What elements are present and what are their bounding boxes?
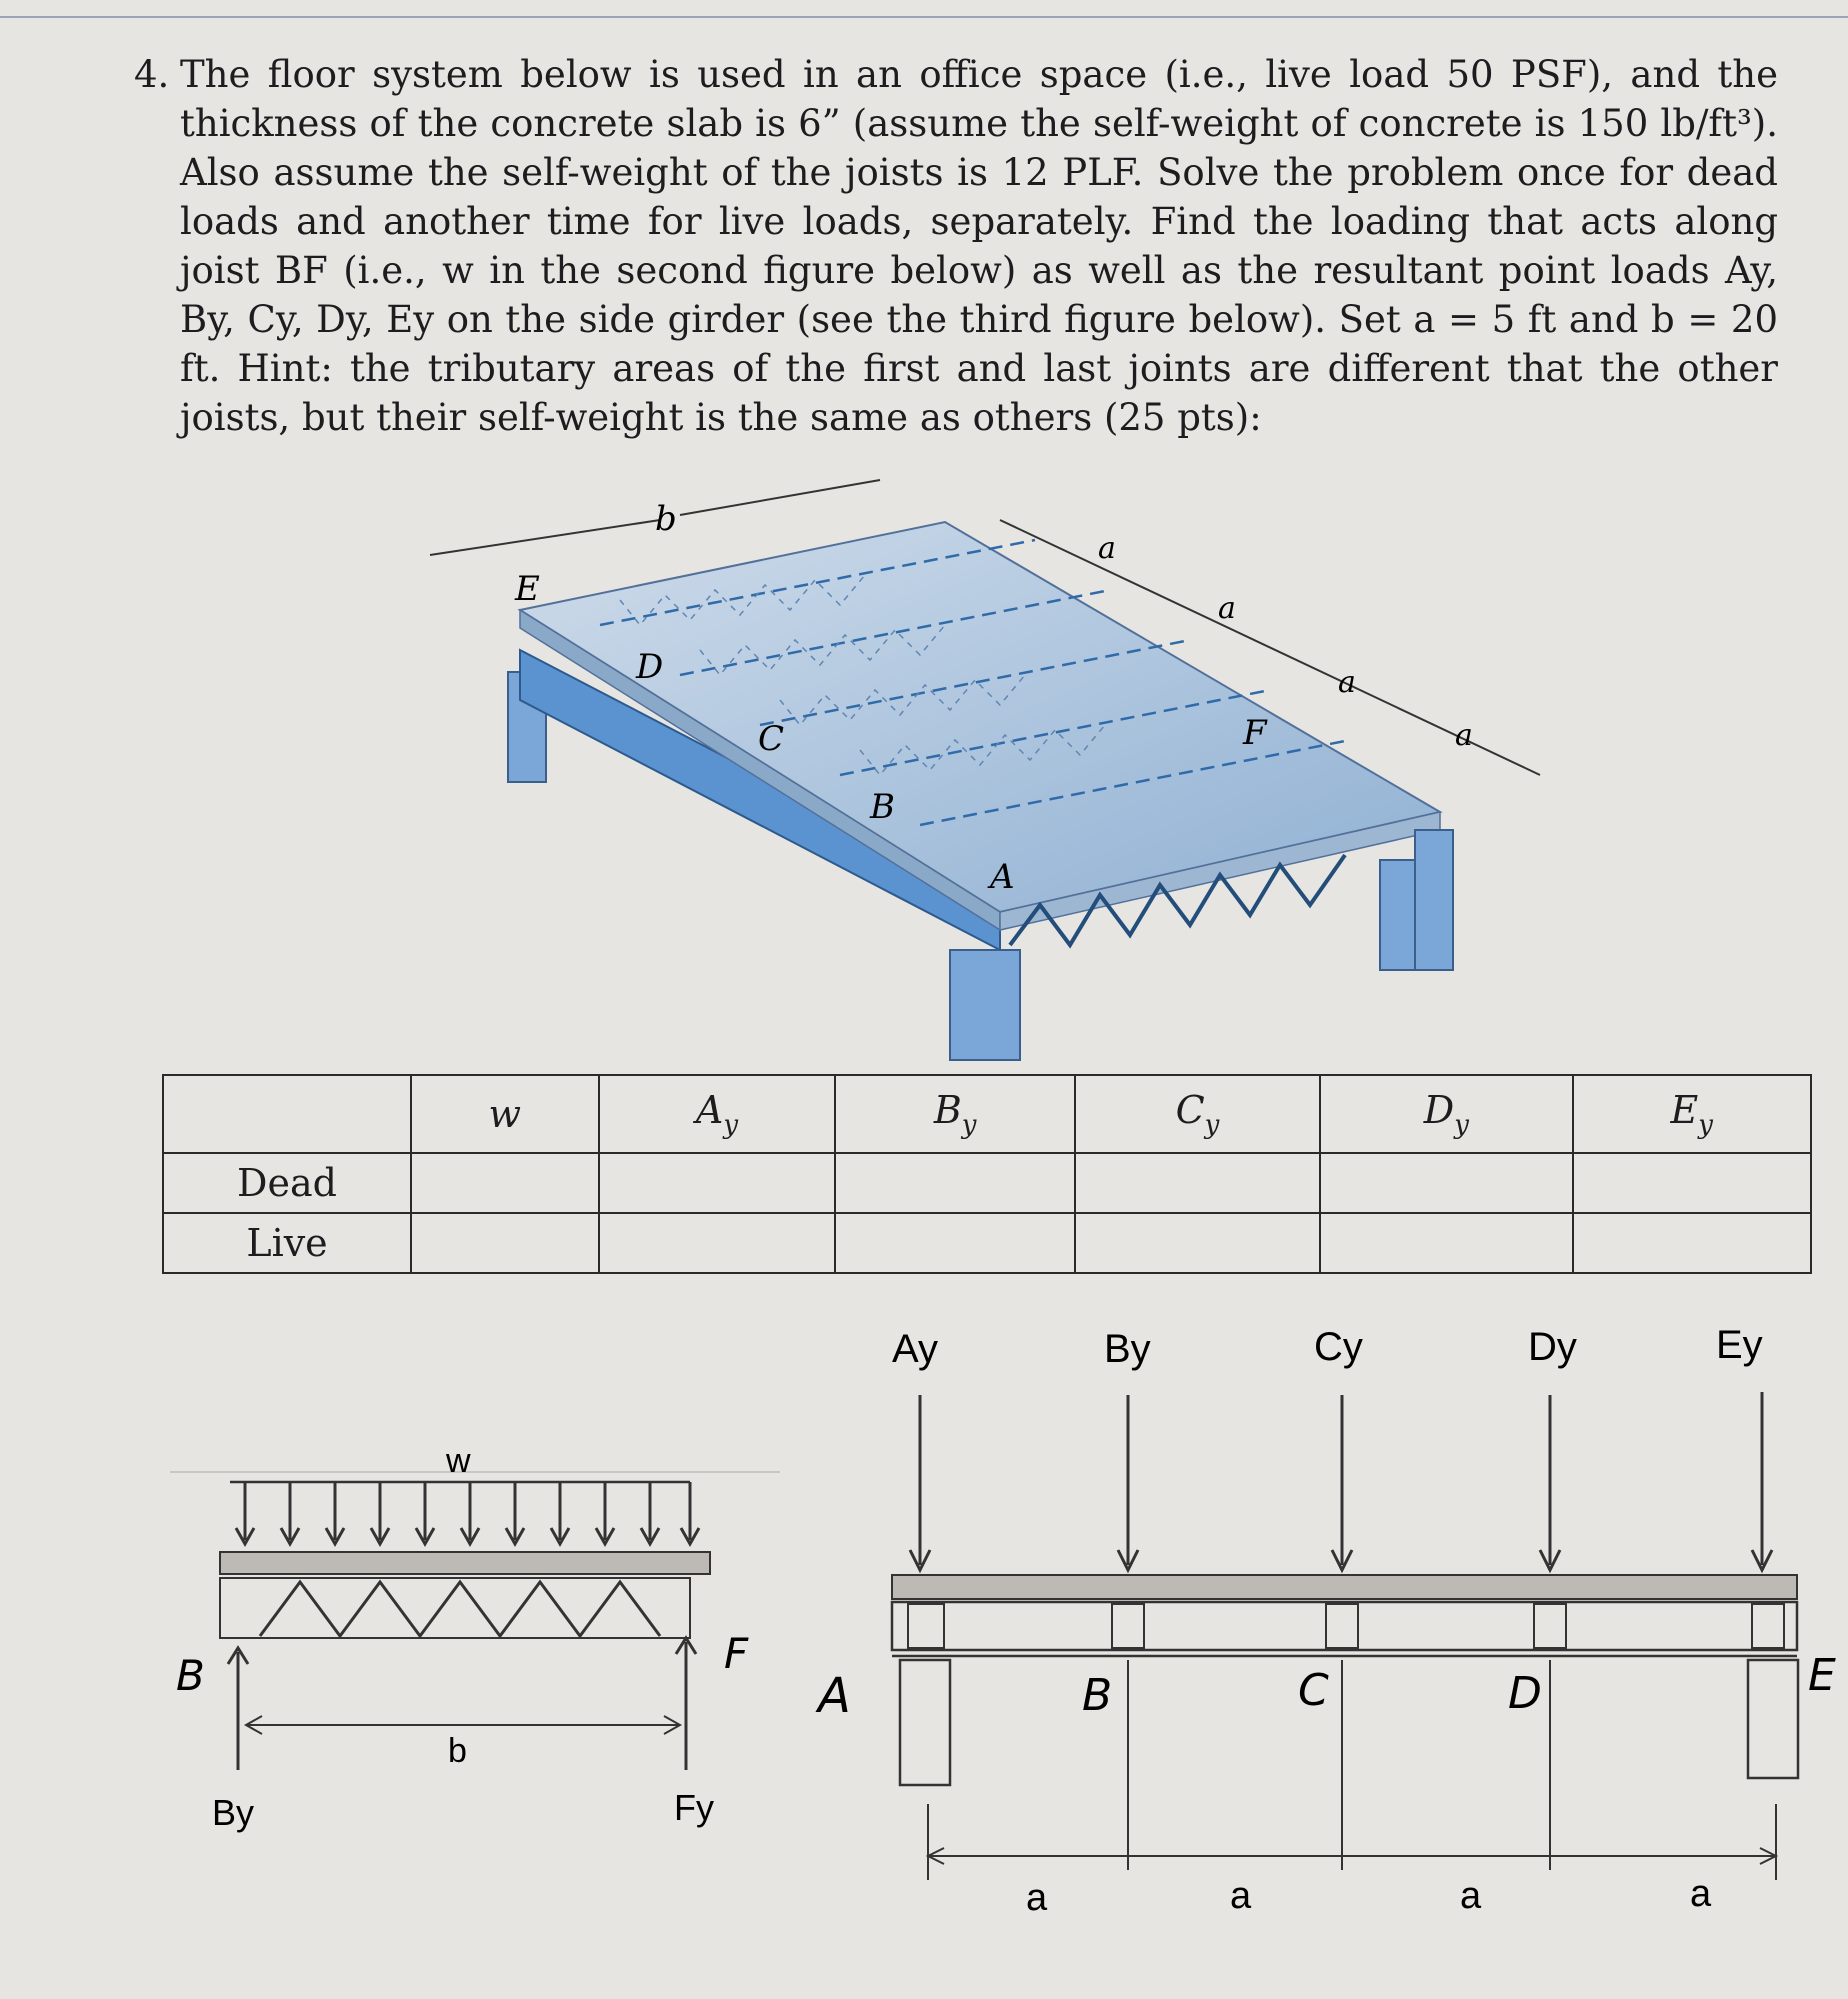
dim-b-label: b <box>655 499 677 539</box>
joint-e-label: E <box>515 569 540 609</box>
support-a-label: A <box>818 1668 851 1724</box>
support-b-label: B <box>1082 1670 1113 1721</box>
load-cy-label: Cy <box>1314 1325 1363 1369</box>
support-e-label: E <box>1808 1650 1836 1701</box>
load-ay-label: Ay <box>892 1327 938 1371</box>
dim-a-label-1: a <box>1098 531 1116 566</box>
joint-b-label: B <box>870 787 895 827</box>
load-w-label: w <box>446 1442 471 1480</box>
support-d-label: D <box>1508 1668 1542 1719</box>
load-ey-label: Ey <box>1716 1323 1763 1367</box>
problem-text: The floor system below is used in an office space (i.e., live load 50 PSF), and the thickness of the concrete slab is 6” (assume the self-weight of concrete is 150 lb/ft³). Also assume the self-weight of the joists is 12 PLF. Solve the problem once for dead loads and another time for live loads, separately. Find the loading that acts along joist BF (i.e., w in the second figure below) as well as the resultant point loads Ay, By, Cy, Dy, Ey on the side girder (see the third figure below). Set a = 5 ft and b = 20 ft. Hint: the tributary areas of the first and last joints are different that the other joists, but their self-weight is the same as others (25 pts): <box>180 53 1778 439</box>
girder-slab <box>892 1575 1797 1599</box>
header-by: $B_y$ <box>835 1075 1074 1153</box>
spacing-a-label-1: a <box>1026 1877 1048 1919</box>
girder-beam <box>892 1602 1797 1650</box>
dim-a-label-4: a <box>1455 718 1473 753</box>
dim-a-label-2: a <box>1218 591 1236 626</box>
load-dy-label: Dy <box>1528 1325 1577 1369</box>
joint-d-label: D <box>636 647 664 687</box>
column-a <box>900 1660 950 1785</box>
load-by-label: By <box>1104 1327 1151 1371</box>
header-ay: $A_y$ <box>599 1075 836 1153</box>
header-cy: $C_y$ <box>1075 1075 1320 1153</box>
reaction-fy-label: Fy <box>674 1787 714 1828</box>
support-c-label: C <box>1298 1665 1329 1716</box>
end-b-label: B <box>176 1651 205 1700</box>
spacing-a-label-4: a <box>1690 1873 1712 1915</box>
end-f-label: F <box>724 1629 749 1678</box>
joint-c-label: C <box>758 719 785 759</box>
row-label-live: Live <box>163 1213 411 1273</box>
dim-a-label-3: a <box>1338 665 1356 700</box>
spacing-a-label-2: a <box>1230 1875 1252 1917</box>
joint-f-label: F <box>1243 713 1267 753</box>
span-b-label: b <box>448 1732 467 1770</box>
header-ey: $E_y$ <box>1573 1075 1811 1153</box>
spacing-a-label-3: a <box>1460 1875 1482 1917</box>
row-label-dead: Dead <box>163 1153 411 1213</box>
header-w: w <box>411 1075 599 1153</box>
joint-a-label: A <box>990 857 1015 897</box>
problem-number: 4. <box>134 53 170 96</box>
reaction-by-label: By <box>212 1792 255 1833</box>
point-load-arrows <box>910 1392 1772 1570</box>
header-dy: $D_y$ <box>1320 1075 1572 1153</box>
column-e <box>1748 1660 1798 1778</box>
